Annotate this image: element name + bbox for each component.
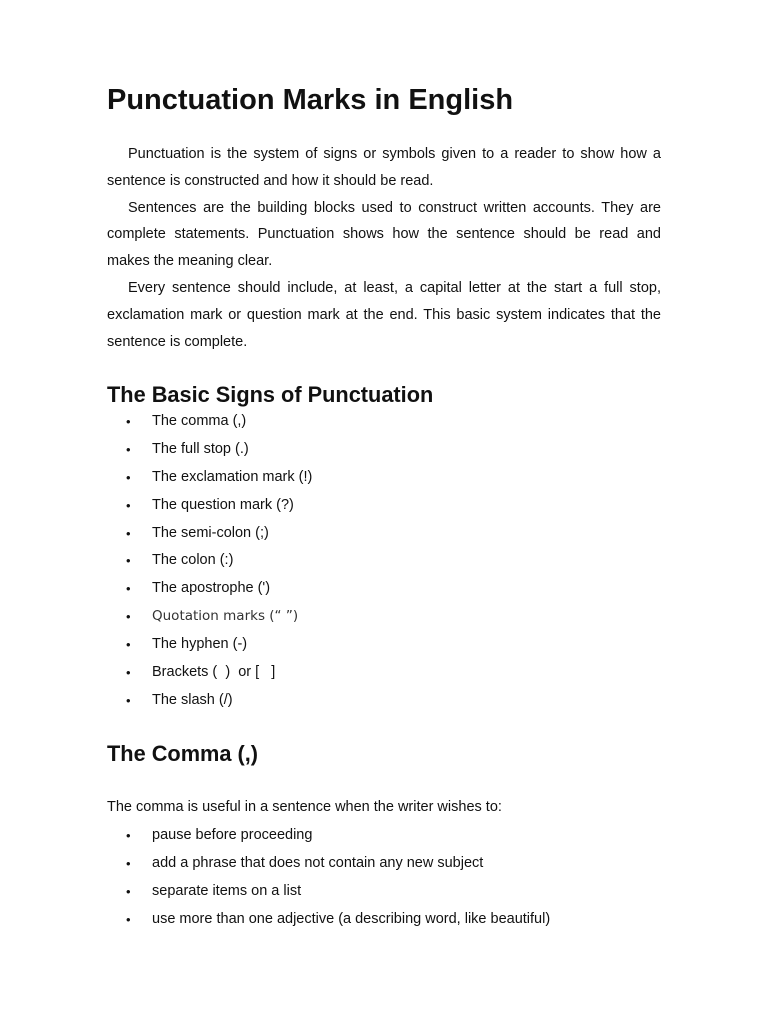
list-item (107, 687, 312, 715)
list-item-text: The comma (,) (152, 413, 247, 429)
bullet-icon: • (126, 469, 131, 485)
basic-signs-heading: The Basic Signs of Punctuation (107, 382, 434, 407)
intro-section (107, 141, 661, 355)
bullet-icon: • (126, 911, 131, 927)
bullet-icon: • (126, 609, 131, 625)
bullet-icon: • (126, 525, 131, 541)
list-item-text: Brackets ( ) or [ ] (152, 664, 276, 681)
list-item (107, 822, 550, 850)
list-item-text: Quotation marks (“ ”) (152, 608, 299, 625)
list-item-text: The question mark (?) (152, 496, 294, 513)
list-item (107, 520, 312, 548)
intro-paragraph: Every sentence should include, at least, a capital letter at the start a full stop, exclamation mark or question mark at the end. This basic system indicates that the sentence is complete. (107, 279, 661, 350)
bullet-icon: • (126, 441, 131, 457)
bullet-icon: • (126, 497, 131, 513)
list-item-text: The apostrophe (') (152, 580, 271, 597)
list-item (107, 408, 312, 436)
list-item-text: separate items on a list (152, 882, 302, 899)
bullet-icon: • (126, 581, 131, 597)
list-item-text: The full stop (.) (152, 440, 249, 457)
list-item-text: The hyphen (-) (152, 636, 248, 653)
list-item (107, 603, 312, 631)
intro-paragraph: Sentences are the building blocks used to construct written accounts. They are complete statements. Punctuation shows how the sentence should be read and makes the meaning clear. (107, 199, 661, 270)
bullet-icon: • (126, 414, 131, 429)
bullet-icon: • (126, 828, 131, 843)
intro-paragraph: Punctuation is the system of signs or symbols given to a reader to show how a sentence is constructed and how it should be read. (107, 146, 661, 189)
list-item-text: pause before proceeding (152, 827, 313, 843)
list-item-text: The semi-colon (;) (152, 524, 269, 541)
list-item-text: use more than one adjective (a describing word, like beautiful) (152, 910, 551, 927)
list-item (107, 464, 312, 492)
list-item-text: add a phrase that does not contain any new subject (152, 854, 484, 871)
list-item (107, 436, 312, 464)
bullet-icon: • (126, 665, 131, 681)
basic-signs-list (107, 408, 312, 715)
list-item (107, 547, 312, 575)
list-item-text: The exclamation mark (!) (152, 468, 313, 485)
list-item (107, 850, 550, 878)
list-item (107, 631, 312, 659)
list-item (107, 906, 550, 934)
document-title: Punctuation Marks in English (107, 84, 514, 116)
bullet-icon: • (126, 637, 131, 653)
list-item (107, 659, 312, 687)
list-item (107, 878, 550, 906)
list-item-text: The slash (/) (152, 691, 233, 708)
comma-section-heading: The Comma (,) (107, 741, 259, 766)
bullet-icon: • (126, 883, 131, 899)
comma-uses-list (107, 822, 550, 934)
bullet-icon: • (126, 692, 131, 708)
bullet-icon: • (126, 855, 131, 871)
bullet-icon: • (126, 553, 131, 569)
list-item (107, 575, 312, 603)
comma-intro-text: The comma is useful in a sentence when the writer wishes to: (107, 799, 502, 815)
list-item-text: The colon (:) (152, 552, 234, 569)
list-item (107, 492, 312, 520)
